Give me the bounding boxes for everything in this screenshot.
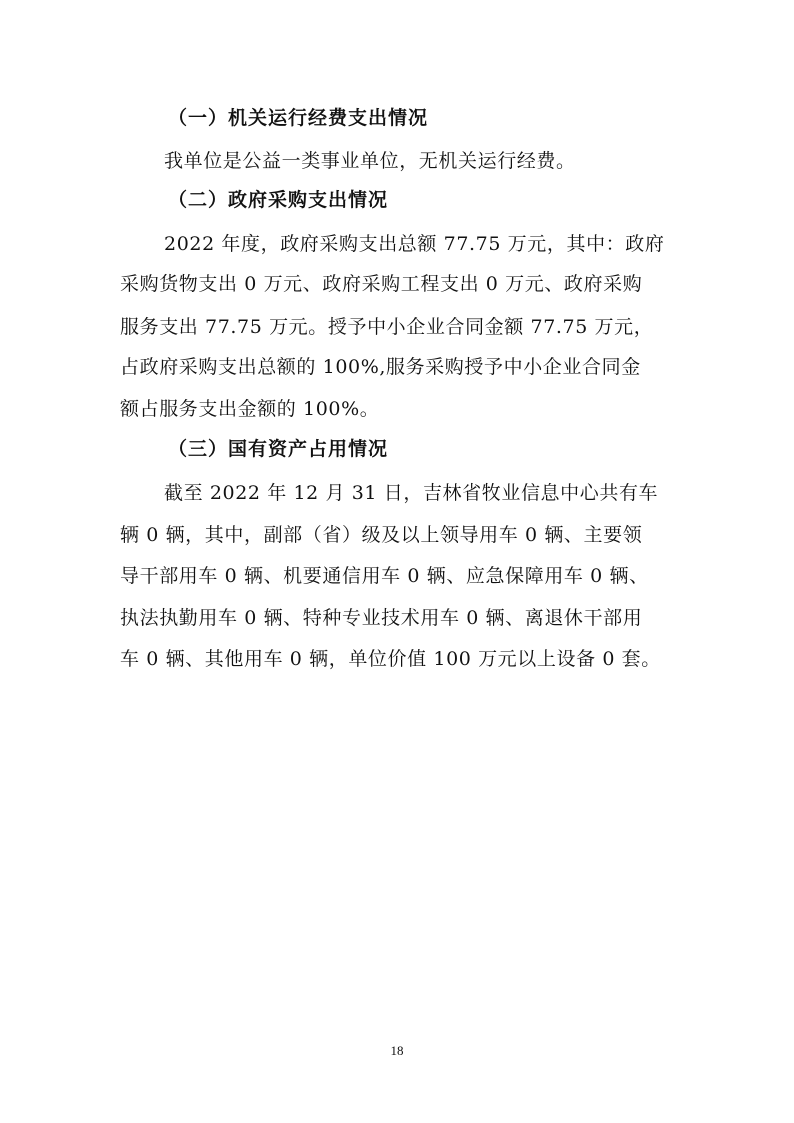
section-heading-procurement: （二）政府采购支出情况 <box>168 189 389 211</box>
section-heading-operating-expenses: （一）机关运行经费支出情况 <box>168 107 429 129</box>
paragraph-line: 2022 年度，政府采购支出总额 77.75 万元，其中：政府 <box>164 233 665 255</box>
paragraph-line: 执法执勤用车 0 辆、特种专业技术用车 0 辆、离退休干部用 <box>120 607 643 629</box>
paragraph-line: 车 0 辆、其他用车 0 辆，单位价值 100 万元以上设备 0 套。 <box>120 648 661 670</box>
paragraph-line: 截至 2022 年 12 月 31 日，吉林省牧业信息中心共有车 <box>164 482 659 504</box>
paragraph-line: 我单位是公益一类事业单位，无机关运行经费。 <box>164 150 576 172</box>
paragraph-line: 采购货物支出 0 万元、政府采购工程支出 0 万元、政府采购 <box>120 273 643 295</box>
paragraph-line: 额占服务支出金额的 100%。 <box>120 398 380 420</box>
paragraph-line: 服务支出 77.75 万元。授予中小企业合同金额 77.75 万元， <box>120 316 654 338</box>
section-heading-state-assets: （三）国有资产占用情况 <box>168 438 389 460</box>
paragraph-line: 占政府采购支出总额的 100%,服务采购授予中小企业合同金 <box>120 356 641 378</box>
page-number: 18 <box>390 1043 404 1058</box>
paragraph-line: 导干部用车 0 辆、机要通信用车 0 辆、应急保障用车 0 辆、 <box>120 565 649 587</box>
paragraph-line: 辆 0 辆，其中，副部（省）级及以上领导用车 0 辆、主要领 <box>120 524 643 546</box>
